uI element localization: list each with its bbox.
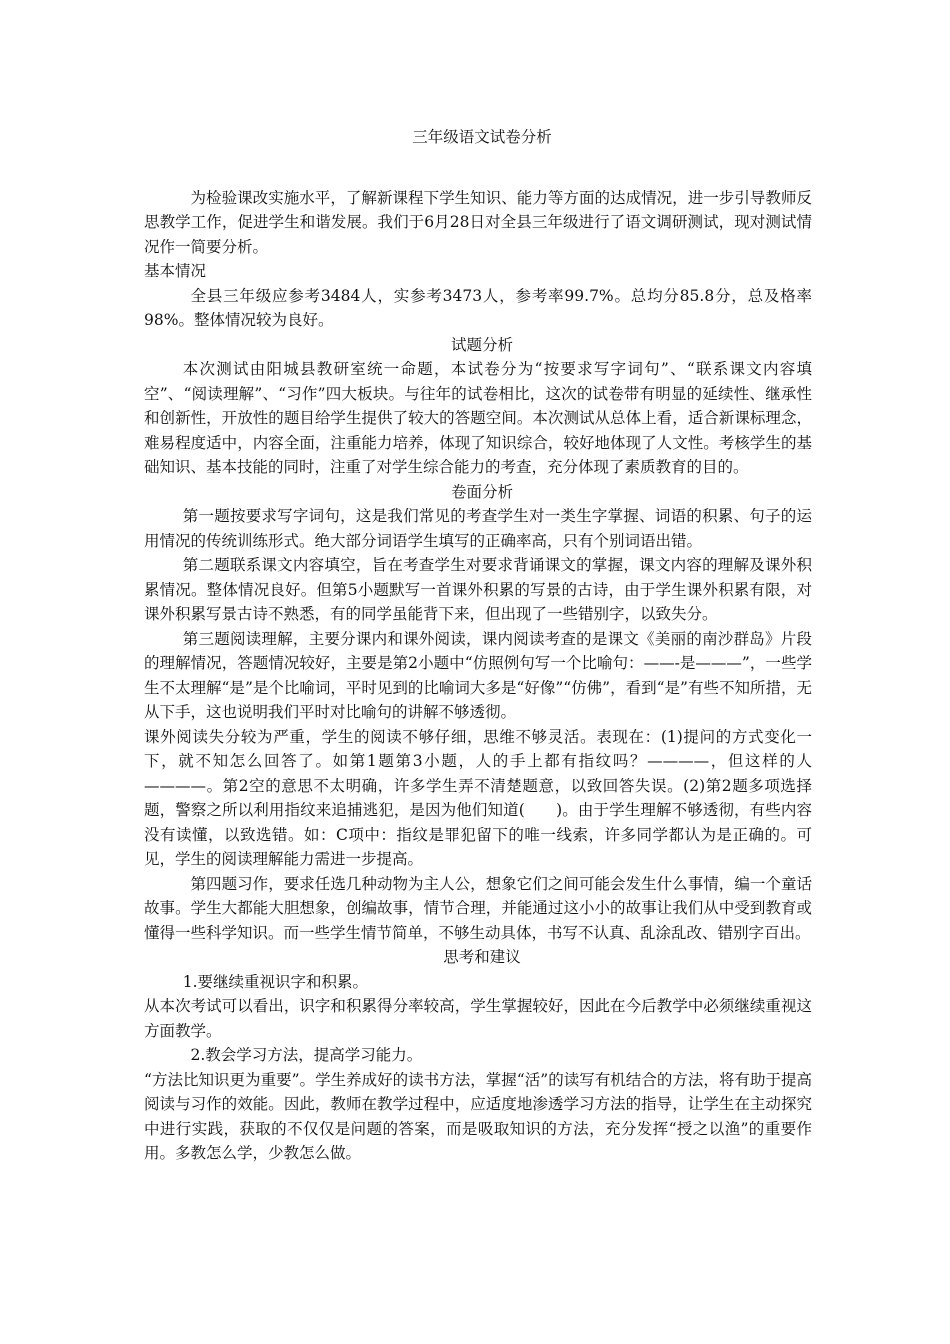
paper-paragraph-3: 第三题阅读理解，主要分课内和课外阅读，课内阅读考查的是课文《美丽的南沙群岛》片段的理解情况，答题情况较好，主要是第2小题中“仿照例句写一个比喻句：——-是———”，一些学生不太理解“是”是个比喻词，平时见到的比喻词大多是“好像”“仿佛”，看到“是”有些不知所措，无从下手，这也说明我们平时对比喻句的讲解不够透彻。 — [144, 629, 812, 721]
page-title: 三年级语文试卷分析 — [412, 128, 552, 146]
advice-item-2-title: 2.教会学习方法，提高学习能力。 — [190, 1046, 423, 1064]
paper-paragraph-5: 第四题习作，要求任选几种动物为主人公，想象它们之间可能会发生什么事情，编一个童话故事。学生大都能大胆想象，创编故事，情节合理，并能通过这小小的故事让我们从中受到教育或懂得一些科学知识。而一些学生情节简单，不够生动具体，书写不认真、乱涂乱改、错别字百出。 — [144, 874, 812, 942]
section-heading-basic: 基本情况 — [144, 262, 207, 280]
advice-item-1-title: 1.要继续重视识字和积累。 — [182, 972, 369, 991]
questions-paragraph: 本次测试由阳城县教研室统一命题，本试卷分为“按要求写字词句”、“联系课文内容填空”、“阅读理解”、“习作”四大板块。与往年的试卷相比，这次的试卷带有明显的延续性、继承性和创新性，开放性的题目给学生提供了较大的答题空间。本次测试从总体上看，适合新课标理念，难易程度适中，内容全面，注重能力培养，体现了知识综合，较好地体现了人文性。考核学生的基础知识、基本技能的同时，注重了对学生综合能力的考查，充分体现了素质教育的目的。 — [144, 360, 812, 476]
paper-paragraph-4: 课外阅读失分较为严重，学生的阅读不够仔细，思维不够灵活。表现在：(1)提问的方式变化一下，就不知怎么回答了。如第1题第3小题，人的手上都有指纹吗？————，但这样的人————。第2空的意思不太明确，许多学生弄不清楚题意，以致回答失误。(2)第2题多项选择题，警察之所以利用指纹来追捕逃犯，是因为他们知道( )。由于学生理解不够透彻，有些内容没有读懂，以致选错。如：C项中：指纹是罪犯留下的唯一线索，许多同学都认为是正确的。可见，学生的阅读理解能力需进一步提高。 — [144, 727, 812, 868]
basic-paragraph: 全县三年级应参考3484人，实参考3473人，参考率99.7%。总均分85.8分，总及格率98%。整体情况较为良好。 — [144, 286, 812, 329]
intro-paragraph: 为检验课改实施水平，了解新课程下学生知识、能力等方面的达成情况，进一步引导教师反思教学工作，促进学生和谐发展。我们于6月28日对全县三年级进行了语文调研测试，现对测试情况作一简要分析。 — [144, 188, 812, 256]
section-heading-advice: 思考和建议 — [443, 948, 521, 966]
section-heading-paper: 卷面分析 — [450, 482, 513, 501]
document-body — [144, 125, 812, 1166]
paper-paragraph-1: 第一题按要求写字词句，这是我们常见的考查学生对一类生字掌握、词语的积累、句子的运用情况的传统训练形式。绝大部分词语学生填写的正确率高，只有个别词语出错。 — [144, 507, 812, 550]
section-heading-questions: 试题分析 — [450, 335, 513, 354]
paper-paragraph-2: 第二题联系课文内容填空，旨在考查学生对要求背诵课文的掌握，课文内容的理解及课外积累情况。整体情况良好。但第5小题默写一首课外积累的写景的古诗，由于学生课外积累有限，对课外积累写景古诗不熟悉，有的同学虽能背下来，但出现了一些错别字，以致失分。 — [144, 556, 812, 623]
advice-item-1-text: 从本次考试可以看出，识字和积累得分率较高，学生掌握较好，因此在今后教学中必须继续重视这方面教学。 — [144, 997, 812, 1040]
advice-item-2-text: “方法比知识更为重要”。学生养成好的读书方法，掌握“活”的读写有机结合的方法，将有助于提高阅读与习作的效能。因此，教师在教学过程中，应适度地渗透学习方法的指导，让学生在主动探究中进行实践，获取的不仅仅是问题的答案，而是吸取知识的方法，充分发挥“授之以渔”的重要作用。多教怎么学，少教怎么做。 — [144, 1070, 812, 1162]
